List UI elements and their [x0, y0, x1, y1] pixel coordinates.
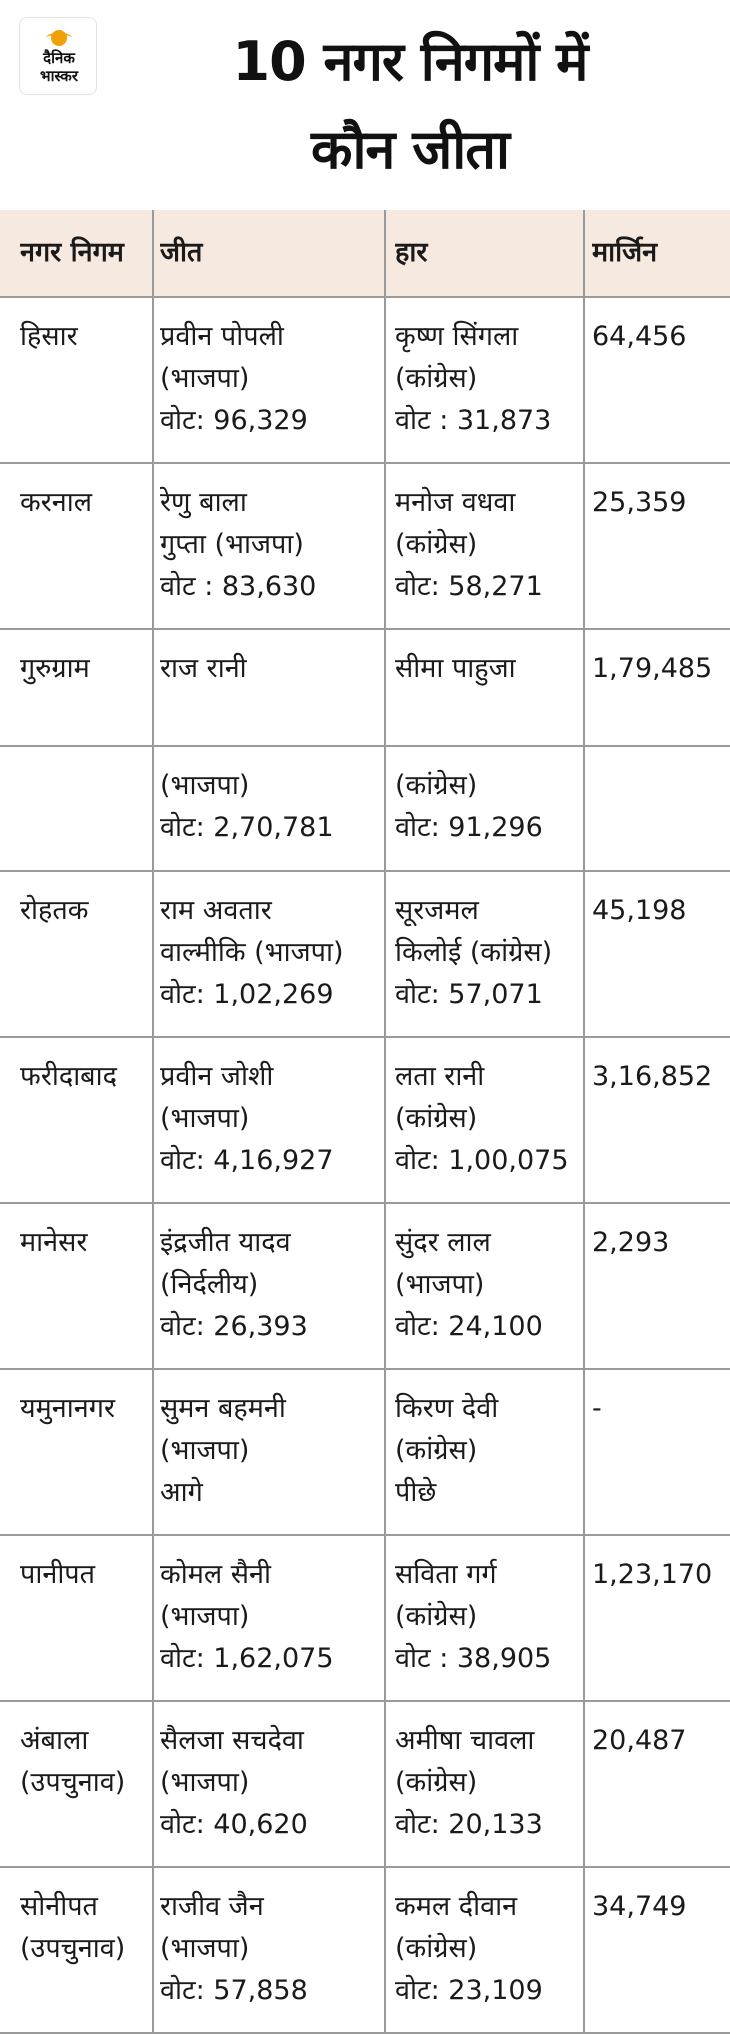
cell-winner-line: वोट: 57,858 — [160, 1975, 308, 2006]
cell-loser-line: वोट : 38,905 — [395, 1643, 552, 1674]
cell-winner-line: (भाजपा) — [160, 363, 250, 394]
cell-city — [20, 1370, 150, 1534]
cell-loser-line: पीछे — [395, 1477, 437, 1508]
sun-icon — [51, 30, 67, 46]
cell-city-line: मानेसर — [20, 1227, 88, 1258]
cell-loser — [395, 1536, 585, 1700]
cell-winner-line: (भाजपा) — [160, 1767, 250, 1798]
column-divider — [384, 1702, 386, 1866]
cell-loser-line: किरण देवी — [395, 1393, 499, 1424]
table-row — [0, 747, 730, 872]
column-divider — [583, 1536, 585, 1700]
page-title-line1: 10 नगर निगमों में — [232, 30, 588, 93]
cell-city — [20, 1536, 150, 1700]
cell-winner-line: वोट: 40,620 — [160, 1809, 308, 1840]
cell-margin: - — [592, 1393, 602, 1424]
cell-loser-line: (कांग्रेस) — [395, 1601, 478, 1632]
cell-loser-line: मनोज वधवा — [395, 487, 516, 518]
cell-loser-line: (कांग्रेस) — [395, 1103, 478, 1134]
cell-winner-line: वाल्मीकि (भाजपा) — [160, 937, 344, 968]
cell-loser-line: वोट: 91,296 — [395, 812, 543, 843]
column-divider — [583, 1868, 585, 2032]
cell-margin: 1,79,485 — [592, 653, 713, 684]
cell-winner-line: इंद्रजीत यादव — [160, 1227, 291, 1258]
cell-loser — [395, 464, 585, 628]
cell-loser-line: वोट: 57,071 — [395, 979, 543, 1010]
cell-winner — [160, 872, 380, 1036]
cell-loser — [395, 630, 585, 745]
table-row — [0, 1702, 730, 1868]
header-city: नगर निगम — [20, 237, 124, 268]
cell-loser-line: (कांग्रेस) — [395, 1767, 478, 1798]
table-row — [0, 1868, 730, 2034]
table-row — [0, 298, 730, 464]
header-lose: हार — [395, 237, 428, 268]
column-divider — [384, 872, 386, 1036]
cell-city-line: गुरुग्राम — [20, 653, 90, 684]
cell-margin: 2,293 — [592, 1227, 670, 1258]
cell-city — [20, 1868, 150, 2032]
cell-city-line: रोहतक — [20, 895, 89, 926]
column-divider — [384, 1536, 386, 1700]
cell-city-line: पानीपत — [20, 1559, 96, 1590]
page-title-line2: कौन जीता — [310, 118, 510, 181]
cell-loser-line: (कांग्रेस) — [395, 363, 478, 394]
column-divider — [384, 630, 386, 745]
column-divider — [152, 1370, 154, 1534]
cell-loser — [395, 1702, 585, 1866]
table-row — [0, 1204, 730, 1370]
cell-loser — [395, 1370, 585, 1534]
cell-winner-line: राजीव जैन — [160, 1891, 264, 1922]
column-divider — [384, 747, 386, 870]
cell-margin: 34,749 — [592, 1891, 687, 1922]
column-divider — [384, 298, 386, 462]
logo-text-line2: भास्कर — [40, 67, 78, 85]
column-divider — [583, 747, 585, 870]
cell-loser-line: सविता गर्ग — [395, 1559, 497, 1590]
cell-loser — [395, 747, 585, 870]
table-row — [0, 630, 730, 747]
column-divider — [152, 298, 154, 462]
cell-city-line: (उपचुनाव) — [20, 1933, 126, 1964]
column-divider — [384, 1204, 386, 1368]
column-divider — [583, 464, 585, 628]
cell-loser — [395, 1868, 585, 2032]
cell-loser-line: (कांग्रेस) — [395, 529, 478, 560]
cell-margin: 25,359 — [592, 487, 687, 518]
cell-winner-line: राज रानी — [160, 653, 247, 684]
cell-loser-line: सीमा पाहुजा — [395, 653, 516, 684]
cell-winner-line: (निर्दलीय) — [160, 1269, 259, 1300]
column-divider — [583, 872, 585, 1036]
cell-loser-line: वोट: 58,271 — [395, 571, 543, 602]
cell-winner-line: प्रवीन जोशी — [160, 1061, 274, 1092]
column-divider — [152, 1702, 154, 1866]
cell-winner — [160, 747, 380, 870]
cell-winner — [160, 1536, 380, 1700]
cell-city — [20, 464, 150, 628]
cell-winner — [160, 298, 380, 462]
cell-winner-line: सैलजा सचदेवा — [160, 1725, 304, 1756]
cell-winner-line: सुमन बहमनी — [160, 1393, 286, 1424]
cell-loser — [395, 1038, 585, 1202]
column-divider — [152, 630, 154, 745]
table-row — [0, 872, 730, 1038]
cell-margin: 3,16,852 — [592, 1061, 713, 1092]
cell-winner — [160, 1702, 380, 1866]
cell-winner-line: वोट: 2,70,781 — [160, 812, 334, 843]
cell-winner — [160, 1370, 380, 1534]
cell-city — [20, 1702, 150, 1866]
cell-margin: 20,487 — [592, 1725, 687, 1756]
cell-loser-line: लता रानी — [395, 1061, 485, 1092]
cell-loser-line: कमल दीवान — [395, 1891, 518, 1922]
cell-city — [20, 298, 150, 462]
cell-loser-line: वोट: 24,100 — [395, 1311, 543, 1342]
cell-loser-line: सुंदर लाल — [395, 1227, 491, 1258]
cell-city — [20, 630, 150, 745]
column-divider — [384, 464, 386, 628]
column-divider — [583, 1370, 585, 1534]
column-divider — [152, 464, 154, 628]
cell-winner-line: (भाजपा) — [160, 1435, 250, 1466]
cell-city — [20, 1204, 150, 1368]
cell-city-line: यमुनानगर — [20, 1393, 116, 1424]
cell-loser-line: वोट: 20,133 — [395, 1809, 543, 1840]
column-divider — [384, 1370, 386, 1534]
column-divider — [152, 1038, 154, 1202]
cell-city-line: हिसार — [20, 321, 78, 352]
cell-winner-line: कोमल सैनी — [160, 1559, 271, 1590]
header-margin: मार्जिन — [592, 237, 658, 268]
column-divider — [583, 630, 585, 745]
cell-city-line: फरीदाबाद — [20, 1061, 117, 1092]
cell-loser-line: (कांग्रेस) — [395, 770, 478, 801]
cell-margin: 64,456 — [592, 321, 687, 352]
column-divider — [583, 1702, 585, 1866]
cell-loser — [395, 298, 585, 462]
cell-winner-line: वोट: 1,62,075 — [160, 1643, 334, 1674]
cell-loser-line: (भाजपा) — [395, 1269, 485, 1300]
cell-loser — [395, 1204, 585, 1368]
cell-winner-line: आगे — [160, 1477, 203, 1508]
cell-loser-line: अमीषा चावला — [395, 1725, 535, 1756]
column-divider — [384, 1038, 386, 1202]
column-divider — [152, 747, 154, 870]
cell-loser-line: वोट: 1,00,075 — [395, 1145, 569, 1176]
cell-margin: 1,23,170 — [592, 1559, 713, 1590]
cell-winner-line: प्रवीन पोपली — [160, 321, 284, 352]
header-win: जीत — [160, 237, 203, 268]
cell-winner-line: रेणु बाला — [160, 487, 247, 518]
column-divider — [583, 210, 585, 296]
cell-loser-line: कृष्ण सिंगला — [395, 321, 519, 352]
column-divider — [384, 1868, 386, 2032]
column-divider — [152, 872, 154, 1036]
column-divider — [152, 210, 154, 296]
cell-winner-line: वोट : 83,630 — [160, 571, 317, 602]
cell-city-line: करनाल — [20, 487, 93, 518]
cell-city — [20, 1038, 150, 1202]
table-row — [0, 1038, 730, 1204]
table-header-row — [0, 210, 730, 298]
table-row — [0, 1536, 730, 1702]
cell-loser-line: किलोई (कांग्रेस) — [395, 937, 553, 968]
cell-winner-line: वोट: 4,16,927 — [160, 1145, 334, 1176]
cell-winner-line: (भाजपा) — [160, 1103, 250, 1134]
cell-loser-line: (कांग्रेस) — [395, 1435, 478, 1466]
table-row — [0, 1370, 730, 1536]
cell-loser — [395, 872, 585, 1036]
cell-city-line: अंबाला — [20, 1725, 89, 1756]
cell-winner-line: वोट: 96,329 — [160, 405, 308, 436]
cell-winner-line: वोट: 26,393 — [160, 1311, 308, 1342]
cell-loser-line: सूरजमल — [395, 895, 479, 926]
column-divider — [384, 210, 386, 296]
dainik-bhaskar-logo[interactable] — [19, 17, 97, 95]
cell-winner — [160, 1204, 380, 1368]
cell-city — [20, 747, 150, 870]
column-divider — [152, 1536, 154, 1700]
cell-winner — [160, 464, 380, 628]
page-header — [0, 0, 730, 210]
column-divider — [583, 298, 585, 462]
cell-loser-line: वोट : 31,873 — [395, 405, 552, 436]
cell-winner-line: (भाजपा) — [160, 770, 250, 801]
results-table — [0, 210, 730, 2034]
cell-winner-line: गुप्ता (भाजपा) — [160, 529, 304, 560]
cell-margin: 45,198 — [592, 895, 687, 926]
cell-loser-line: वोट: 23,109 — [395, 1975, 543, 2006]
logo-text-line1: दैनिक — [43, 49, 75, 67]
cell-winner — [160, 1038, 380, 1202]
cell-loser-line: (कांग्रेस) — [395, 1933, 478, 1964]
cell-city — [20, 872, 150, 1036]
cell-winner-line: वोट: 1,02,269 — [160, 979, 334, 1010]
table-row — [0, 464, 730, 630]
cell-winner — [160, 1868, 380, 2032]
cell-city-line: (उपचुनाव) — [20, 1767, 126, 1798]
column-divider — [152, 1204, 154, 1368]
column-divider — [583, 1204, 585, 1368]
cell-margin — [592, 747, 728, 870]
column-divider — [583, 1038, 585, 1202]
table-body — [0, 298, 730, 2034]
cell-city-line: सोनीपत — [20, 1891, 98, 1922]
cell-winner-line: (भाजपा) — [160, 1601, 250, 1632]
cell-winner-line: राम अवतार — [160, 895, 272, 926]
cell-winner-line: (भाजपा) — [160, 1933, 250, 1964]
column-divider — [152, 1868, 154, 2032]
cell-winner — [160, 630, 380, 745]
